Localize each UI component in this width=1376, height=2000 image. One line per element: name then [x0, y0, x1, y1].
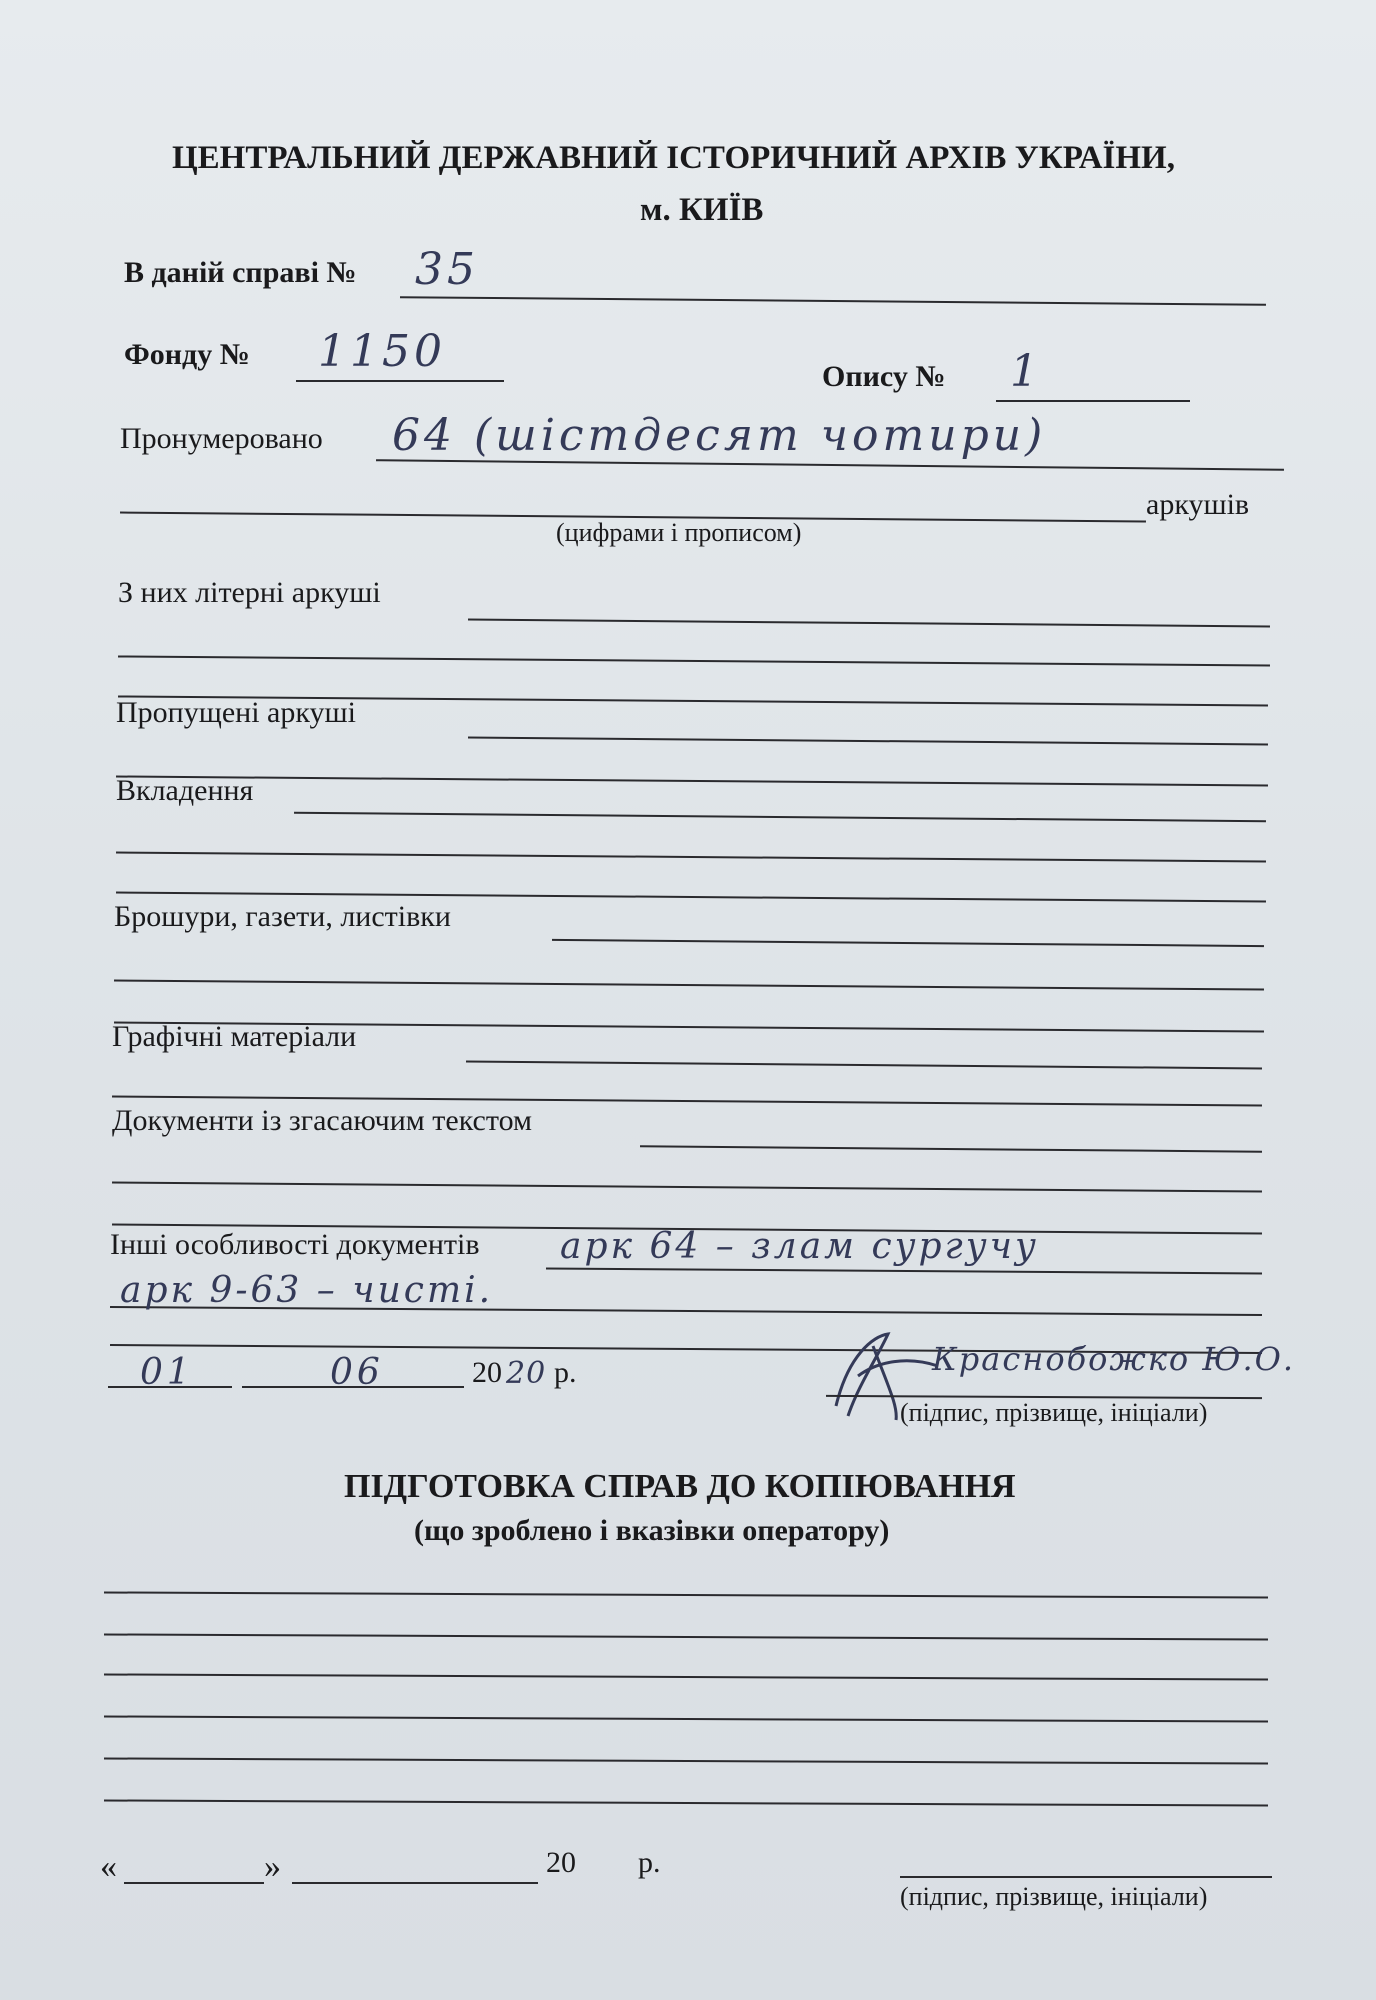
fading-label: Документи із згасаючим текстом	[112, 1104, 532, 1137]
bleed-through-text	[470, 108, 478, 140]
case-number-value: 35	[415, 244, 479, 295]
attachments-label: Вкладення	[116, 774, 254, 807]
section2-line-5	[104, 1757, 1268, 1764]
section2-line-3	[104, 1673, 1268, 1680]
brochures-label: Брошури, газети, листівки	[114, 900, 451, 933]
date1-year-hand: 20	[506, 1356, 547, 1391]
letter-sheets-label: З них літерні аркуші	[118, 576, 381, 609]
graphic-label: Графічні матеріали	[112, 1020, 357, 1053]
signature2-caption: (підпис, прізвище, ініціали)	[900, 1882, 1208, 1911]
missing-sheets-line-1	[468, 737, 1268, 746]
section2-line-4	[104, 1715, 1268, 1722]
archive-city: м. КИЇВ	[640, 192, 764, 228]
date2-month-line	[292, 1882, 538, 1884]
numbered-unit: аркушів	[1146, 488, 1250, 521]
archive-title: ЦЕНТРАЛЬНИЙ ДЕРЖАВНИЙ ІСТОРИЧНИЙ АРХІВ УКРАЇНИ,	[172, 140, 1175, 176]
signature1-caption: (підпис, прізвище, ініціали)	[900, 1398, 1208, 1427]
fond-line	[296, 380, 504, 382]
letter-sheets-line-2	[118, 655, 1270, 666]
section2-line-6	[104, 1799, 1268, 1806]
fond-value: 1150	[318, 326, 446, 377]
date2-open-quote: «	[100, 1848, 117, 1885]
case-number-line	[400, 296, 1266, 306]
opys-label: Опису №	[822, 360, 946, 393]
date2-day-line	[124, 1882, 264, 1884]
date1-month: 06	[330, 1352, 384, 1393]
case-number-label: В даній справі №	[124, 256, 357, 289]
other-features-label: Інші особливості документів	[110, 1228, 480, 1261]
fond-label: Фонду №	[124, 338, 250, 371]
brochures-line-2	[114, 979, 1264, 990]
fading-line-2	[112, 1181, 1262, 1192]
other-features-line-1	[546, 1268, 1262, 1275]
letter-sheets-line-1	[468, 619, 1270, 628]
missing-sheets-label: Пропущені аркуші	[116, 696, 356, 729]
section2-line-1	[104, 1591, 1268, 1598]
date2-close-quote: »	[264, 1848, 281, 1885]
fading-line-1	[640, 1145, 1262, 1152]
opys-value: 1	[1010, 346, 1042, 397]
section2-title: ПІДГОТОВКА СПРАВ ДО КОПІЮВАННЯ	[344, 1468, 1016, 1505]
other-features-value-2: арк 9-63 – чисті.	[120, 1270, 494, 1311]
signature2-line	[900, 1876, 1272, 1878]
section2-subtitle: (що зроблено і вказівки оператору)	[414, 1514, 890, 1547]
attachments-line-2	[116, 851, 1266, 862]
opys-line	[996, 400, 1190, 402]
attachments-line-1	[294, 812, 1266, 822]
other-features-value-1: арк 64 – злам сургучу	[560, 1226, 1039, 1267]
missing-sheets-line-2	[116, 775, 1268, 786]
brochures-line-1	[552, 939, 1264, 947]
numbered-value: 64 (шістдесят чотири)	[392, 410, 1047, 461]
graphic-line-1	[466, 1061, 1262, 1070]
date2-year: 20	[546, 1846, 576, 1879]
date1-year-prefix: 20	[472, 1356, 502, 1389]
date1-suffix: р.	[554, 1356, 577, 1389]
numbered-hint: (цифрами і прописом)	[556, 518, 802, 547]
signature1-name: Краснобожко Ю.О.	[932, 1340, 1296, 1378]
date2-suffix: р.	[638, 1846, 661, 1879]
date1-day: 01	[140, 1352, 194, 1393]
section2-line-2	[104, 1633, 1268, 1640]
numbered-label: Пронумеровано	[120, 422, 323, 455]
